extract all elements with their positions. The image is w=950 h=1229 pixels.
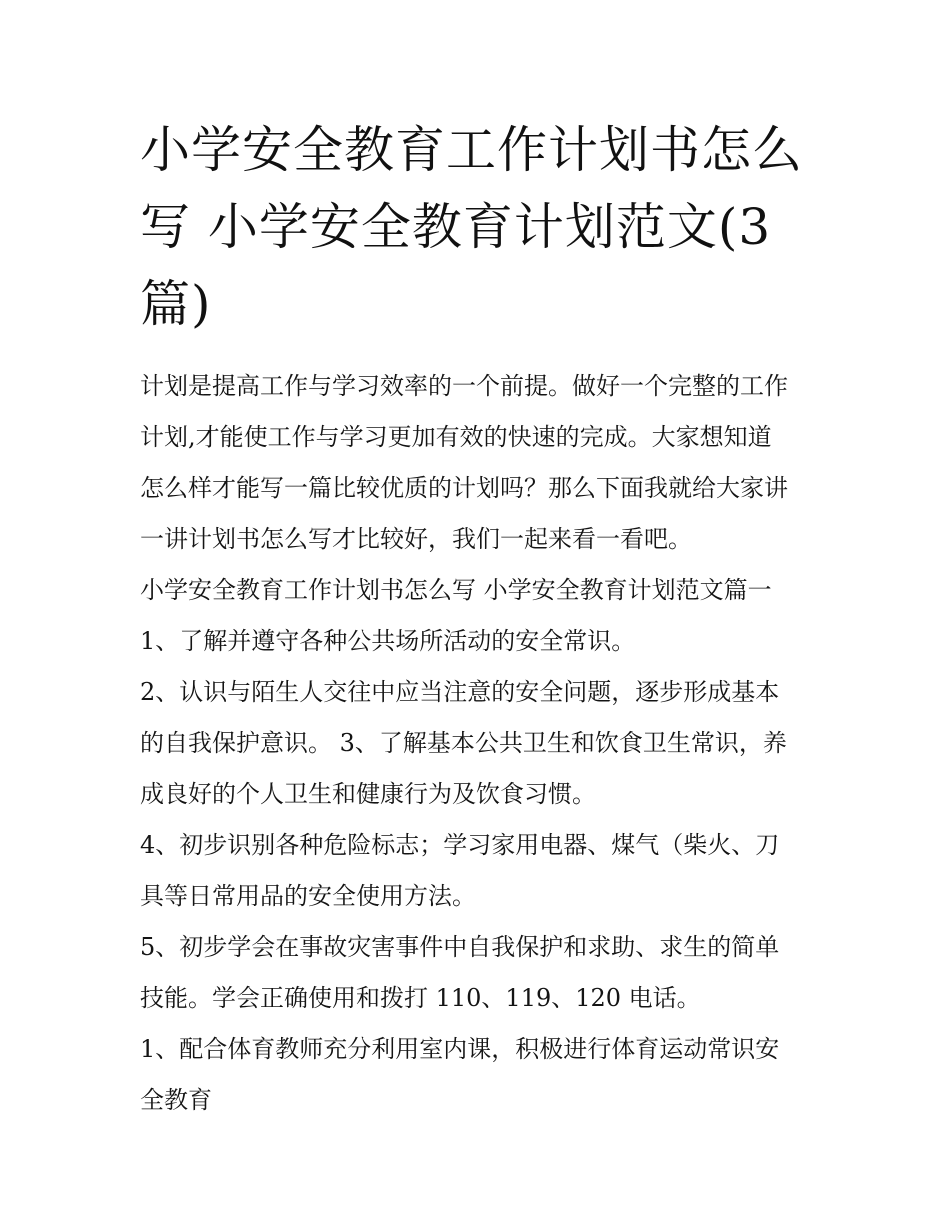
list-item [140,1024,820,1126]
text-line: 1、了解并遵守各种公共场所活动的安全常识。 [140,627,636,655]
intro-paragraph [140,361,820,565]
text-line: 一讲计划书怎么写才比较好，我们一起来看一看吧。 [140,525,692,553]
document-page [140,112,820,1126]
text-line: 全教育 [140,1086,212,1114]
text-line: 的自我保护意识。 3、了解基本公共卫生和饮食卫生常识，养 [140,729,787,757]
section-heading [140,565,820,616]
list-item [140,820,820,922]
text-line: 5、初步学会在事故灾害事件中自我保护和求助、求生的简单 [140,933,780,961]
list-item [140,667,820,820]
title-line: 篇) [140,275,212,333]
list-item [140,922,820,1024]
document-title [140,112,820,343]
text-line: 计划是提高工作与学习效率的一个前提。做好一个完整的工作 [140,372,788,400]
title-line: 小学安全教育工作计划书怎么 [140,121,803,179]
text-line: 小学安全教育工作计划书怎么写 小学安全教育计划范文篇一 [140,576,772,604]
list-item [140,616,820,667]
text-line: 技能。学会正确使用和拨打 110、119、120 电话。 [140,984,701,1012]
title-line: 写 小学安全教育计划范文(3 [140,198,772,256]
document-body [140,361,820,1126]
text-line: 2、认识与陌生人交往中应当注意的安全问题，逐步形成基本 [140,678,780,706]
text-line: 1、配合体育教师充分利用室内课，积极进行体育运动常识安 [140,1035,780,1063]
text-line: 成良好的个人卫生和健康行为及饮食习惯。 [140,780,596,808]
text-line: 具等日常用品的安全使用方法。 [140,882,476,910]
text-line: 怎么样才能写一篇比较优质的计划吗？那么下面我就给大家讲 [140,474,788,502]
text-line: 4、初步识别各种危险标志；学习家用电器、煤气（柴火、刀 [140,831,780,859]
text-line: 计划,才能使工作与学习更加有效的快速的完成。大家想知道 [140,423,772,451]
